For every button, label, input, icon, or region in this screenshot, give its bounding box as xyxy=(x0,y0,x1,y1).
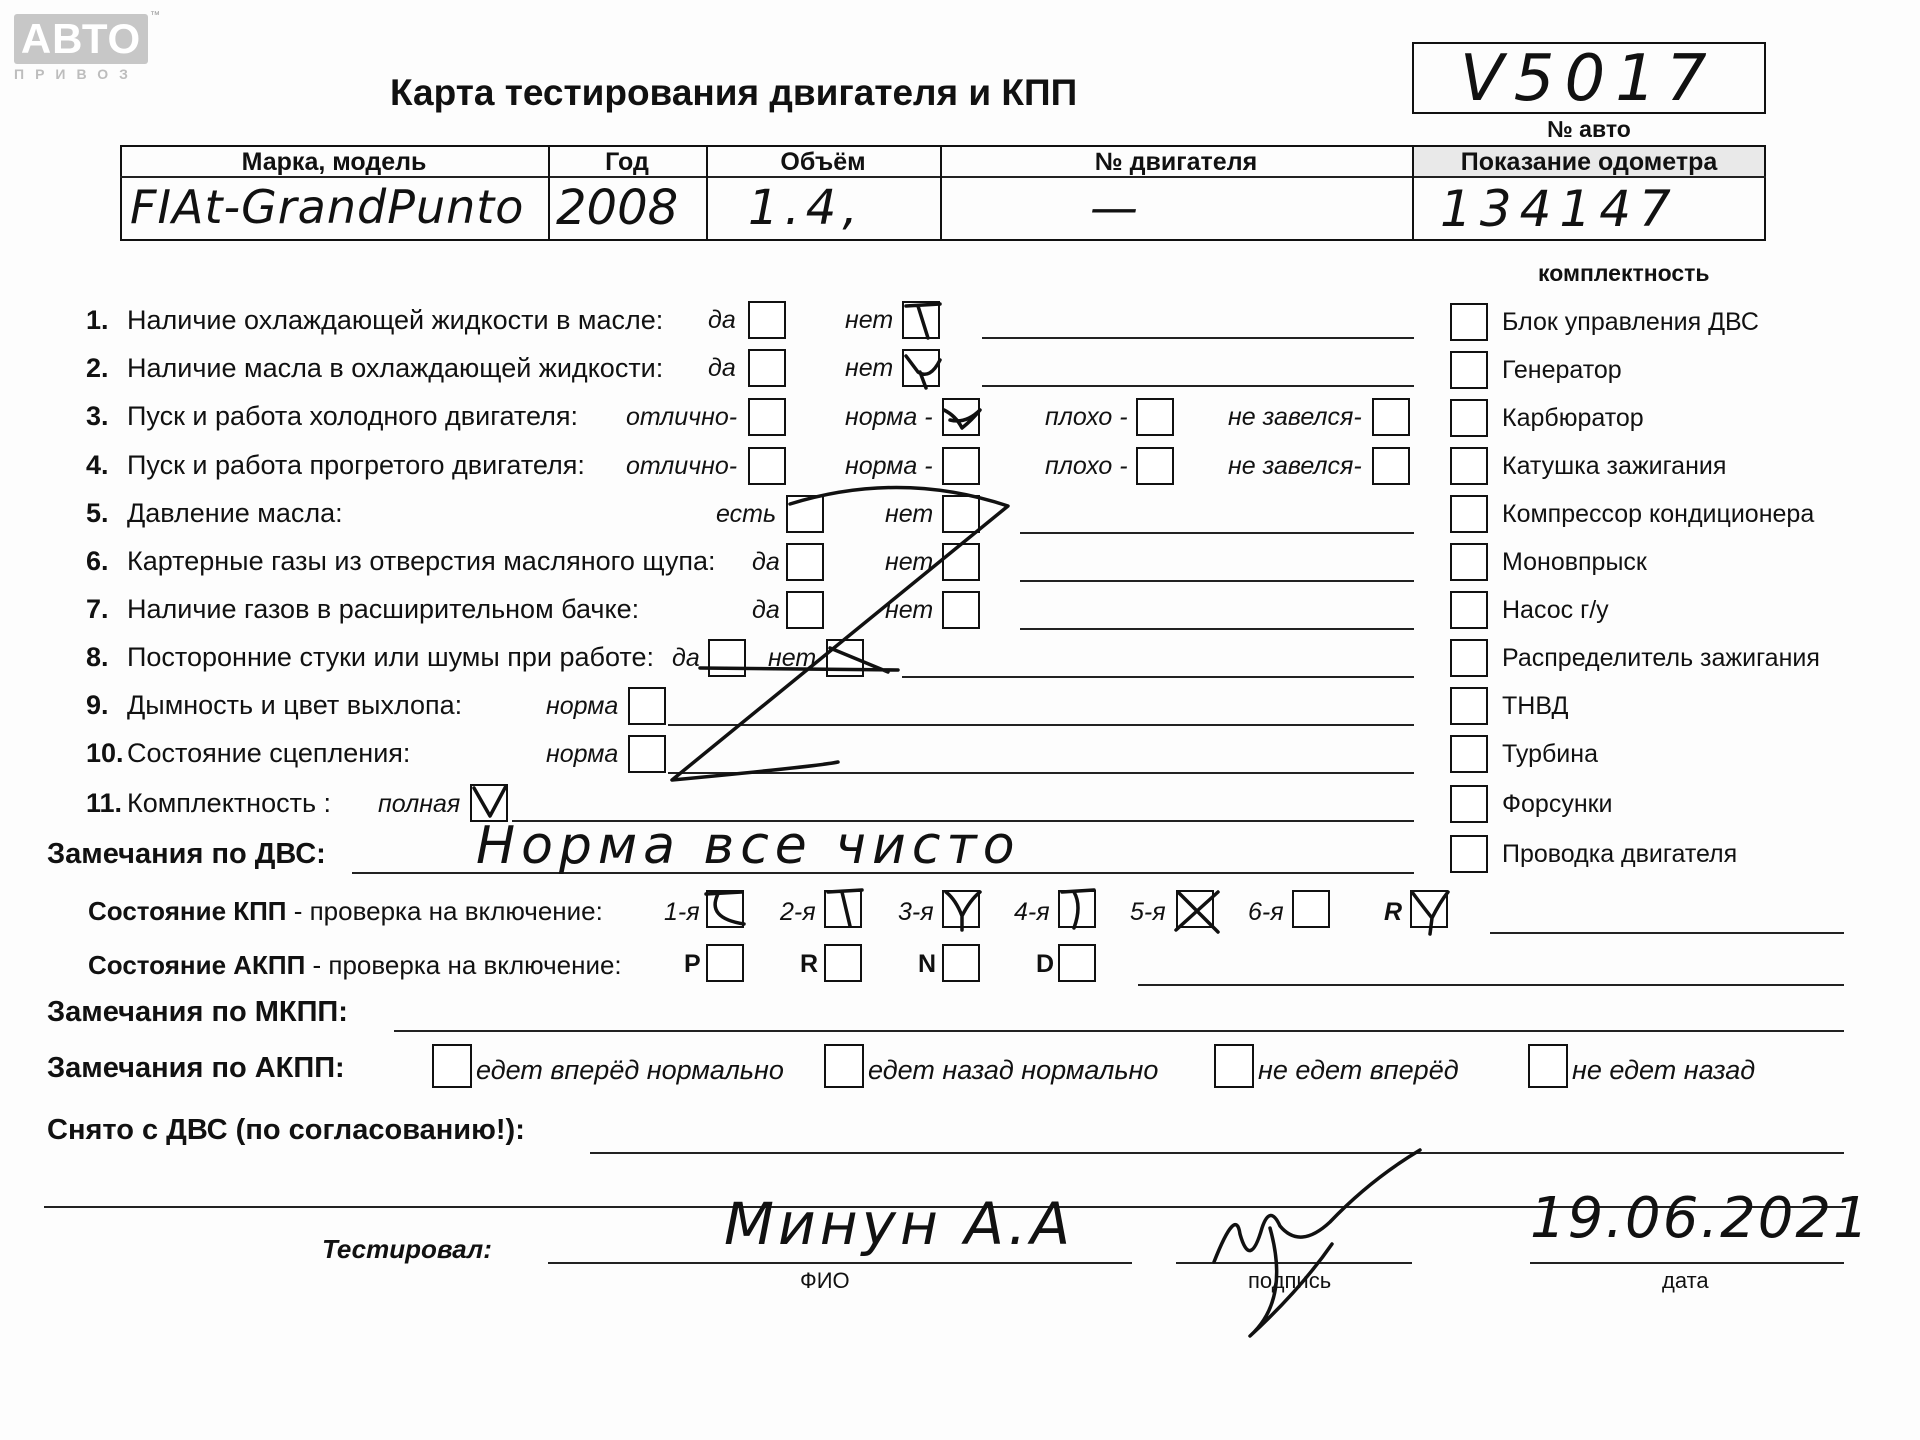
q8-opt-net: нет xyxy=(768,644,817,672)
signature-stroke xyxy=(1214,1150,1420,1262)
gear2-check-mark xyxy=(828,890,862,926)
q2-num: 2. xyxy=(86,353,109,383)
gear5-check-mark xyxy=(1176,892,1218,932)
q8-opt-da: да xyxy=(672,644,700,672)
q2-check-mark xyxy=(906,356,940,388)
q1-opt-net: нет xyxy=(845,306,894,334)
completeness-item: Блок управления ДВС xyxy=(1502,308,1759,336)
q3-check-mark xyxy=(944,410,980,428)
kpp-gear-label: R xyxy=(1384,898,1403,926)
auto-number-value: V5017 xyxy=(1460,42,1717,116)
akpp-label-rest: - проверка на включение: xyxy=(305,950,622,980)
q11-num: 11. xyxy=(86,788,123,818)
q5-opt-yes: есть xyxy=(716,500,777,528)
akpp-mode-label: N xyxy=(918,950,937,978)
q1-check-mark xyxy=(906,304,940,338)
year-value: 2008 xyxy=(556,180,679,236)
q6-num: 6. xyxy=(86,546,109,576)
make-header: Марка, модель xyxy=(241,148,427,176)
dvs-remarks-value: Норма все чисто xyxy=(476,816,1021,876)
completeness-item: Форсунки xyxy=(1502,790,1613,818)
kpp-gear-label: 6-я xyxy=(1248,898,1284,926)
q7-text: Наличие газов в расширительном бачке: xyxy=(127,594,640,624)
kpp-gear-label: 5-я xyxy=(1130,898,1166,926)
q3-opt-nostart: не завелся- xyxy=(1228,403,1362,431)
completeness-item: Карбюратор xyxy=(1502,404,1644,432)
akpp-remark-option: едет назад нормально xyxy=(868,1055,1159,1085)
completeness-item: Турбина xyxy=(1502,740,1598,768)
gear4-check-mark xyxy=(1062,890,1094,928)
dvs-remarks-label: Замечания по ДВС: xyxy=(47,838,326,870)
akpp-remark-option: не едет вперёд xyxy=(1258,1055,1459,1085)
odometer-value: 134147 xyxy=(1440,180,1679,238)
unused-rows-strike xyxy=(672,487,1008,780)
removed-label: Снято с ДВС (по согласованию!): xyxy=(47,1114,525,1146)
completeness-item: Насос г/у xyxy=(1502,596,1609,624)
q3-text: Пуск и работа холодного двигателя: xyxy=(127,401,578,431)
q6-opt-da: да xyxy=(752,548,780,576)
logo-subtitle: ПРИВОЗ xyxy=(14,66,139,82)
kpp-label-rest: - проверка на включение: xyxy=(286,896,603,926)
q2-text: Наличие масла в охлаждающей жидкости: xyxy=(127,353,664,383)
logo-tm: ™ xyxy=(150,10,160,21)
fio-value: Минун А.А xyxy=(724,1190,1075,1258)
q1-num: 1. xyxy=(86,305,109,335)
kpp-label-bold: Состояние КПП xyxy=(88,896,287,926)
q3-opt-excellent: отлично- xyxy=(626,403,738,431)
q7-opt-net: нет xyxy=(885,596,934,624)
completeness-item: Проводка двигателя xyxy=(1502,840,1738,868)
q11-text: Комплектность : xyxy=(127,788,332,818)
q2-opt-da: да xyxy=(708,354,736,382)
q9-text: Дымность и цвет выхлопа: xyxy=(127,690,463,720)
completeness-item: ТНВД xyxy=(1502,692,1569,720)
mkpp-remarks-label: Замечания по МКПП: xyxy=(47,996,348,1028)
date-value: 19.06.2021 xyxy=(1530,1186,1871,1251)
akpp-remark-option: не едет назад xyxy=(1572,1055,1756,1085)
q4-num: 4. xyxy=(86,450,109,480)
completeness-item: Компрессор кондиционера xyxy=(1502,500,1815,528)
volume-header: Объём xyxy=(780,148,866,176)
akpp-mode-label: P xyxy=(684,950,701,978)
q2-opt-net: нет xyxy=(845,354,894,382)
q7-opt-da: да xyxy=(752,596,780,624)
q5-text: Давление масла: xyxy=(127,498,343,528)
q8-num: 8. xyxy=(86,642,109,672)
completeness-item: Распределитель зажигания xyxy=(1502,644,1820,672)
akpp-label-bold: Состояние АКПП xyxy=(88,950,306,980)
volume-value: 1.4, xyxy=(748,180,864,236)
tested-label: Тестировал: xyxy=(322,1234,492,1264)
q3-num: 3. xyxy=(86,401,109,431)
q4-opt-bad: плохо - xyxy=(1045,452,1128,480)
kpp-gear-label: 4-я xyxy=(1014,898,1050,926)
logo-word: АВТО xyxy=(14,14,148,64)
completeness-item: Генератор xyxy=(1502,356,1622,384)
q1-opt-da: да xyxy=(708,306,736,334)
reverse-check-mark xyxy=(1412,892,1448,934)
q10-num: 10. xyxy=(86,738,124,768)
q9-opt-normal: норма xyxy=(546,692,619,720)
q11-opt-full: полная xyxy=(378,790,461,818)
kpp-gear-label: 3-я xyxy=(898,898,934,926)
kpp-gear-label: 2-я xyxy=(780,898,816,926)
fio-label: ФИО xyxy=(800,1268,850,1293)
q8-strike xyxy=(700,648,898,672)
q5-num: 5. xyxy=(86,498,109,528)
q7-num: 7. xyxy=(86,594,109,624)
q3-opt-normal: норма - xyxy=(845,403,933,431)
engine-header: № двигателя xyxy=(1094,148,1258,176)
signature-tail xyxy=(1250,1228,1332,1336)
signature-label: подпись xyxy=(1248,1268,1332,1293)
q1-text: Наличие охлаждающей жидкости в масле: xyxy=(127,305,664,335)
gear1-check-mark xyxy=(706,892,744,924)
akpp-mode-label: D xyxy=(1036,950,1055,978)
q10-opt-normal: норма xyxy=(546,740,619,768)
q6-text: Картерные газы из отверстия масляного щупа: xyxy=(127,546,716,576)
q9-num: 9. xyxy=(86,690,109,720)
q6-opt-net: нет xyxy=(885,548,934,576)
odometer-header: Показание одометра xyxy=(1460,148,1718,176)
date-label: дата xyxy=(1662,1268,1709,1293)
kpp-gear-label: 1-я xyxy=(664,898,700,926)
page-title: Карта тестирования двигателя и КПП xyxy=(390,72,1078,113)
q4-text: Пуск и работа прогретого двигателя: xyxy=(127,450,585,480)
akpp-remarks-label: Замечания по АКПП: xyxy=(47,1052,345,1084)
q3-opt-bad: плохо - xyxy=(1045,403,1128,431)
auto-number-label: № авто xyxy=(1547,116,1631,142)
q4-opt-nostart: не завелся- xyxy=(1228,452,1362,480)
completeness-item: Моновпрыск xyxy=(1502,548,1647,576)
q11-check-mark xyxy=(474,786,506,816)
q5-opt-no: нет xyxy=(885,500,934,528)
make-value: FIAt-GrandPunto xyxy=(130,180,525,234)
q4-opt-normal: норма - xyxy=(845,452,933,480)
q10-text: Состояние сцепления: xyxy=(127,738,411,768)
q8-text: Посторонние стуки или шумы при работе: xyxy=(127,642,654,672)
gear3-check-mark xyxy=(946,892,980,930)
akpp-mode-label: R xyxy=(800,950,819,978)
completeness-item: Катушка зажигания xyxy=(1502,452,1727,480)
year-header: Год xyxy=(605,148,649,176)
akpp-remark-option: едет вперёд нормально xyxy=(476,1055,784,1085)
engine-value: — xyxy=(1090,180,1138,236)
completeness-title: комплектность xyxy=(1538,260,1710,286)
q4-opt-excellent: отлично- xyxy=(626,452,738,480)
